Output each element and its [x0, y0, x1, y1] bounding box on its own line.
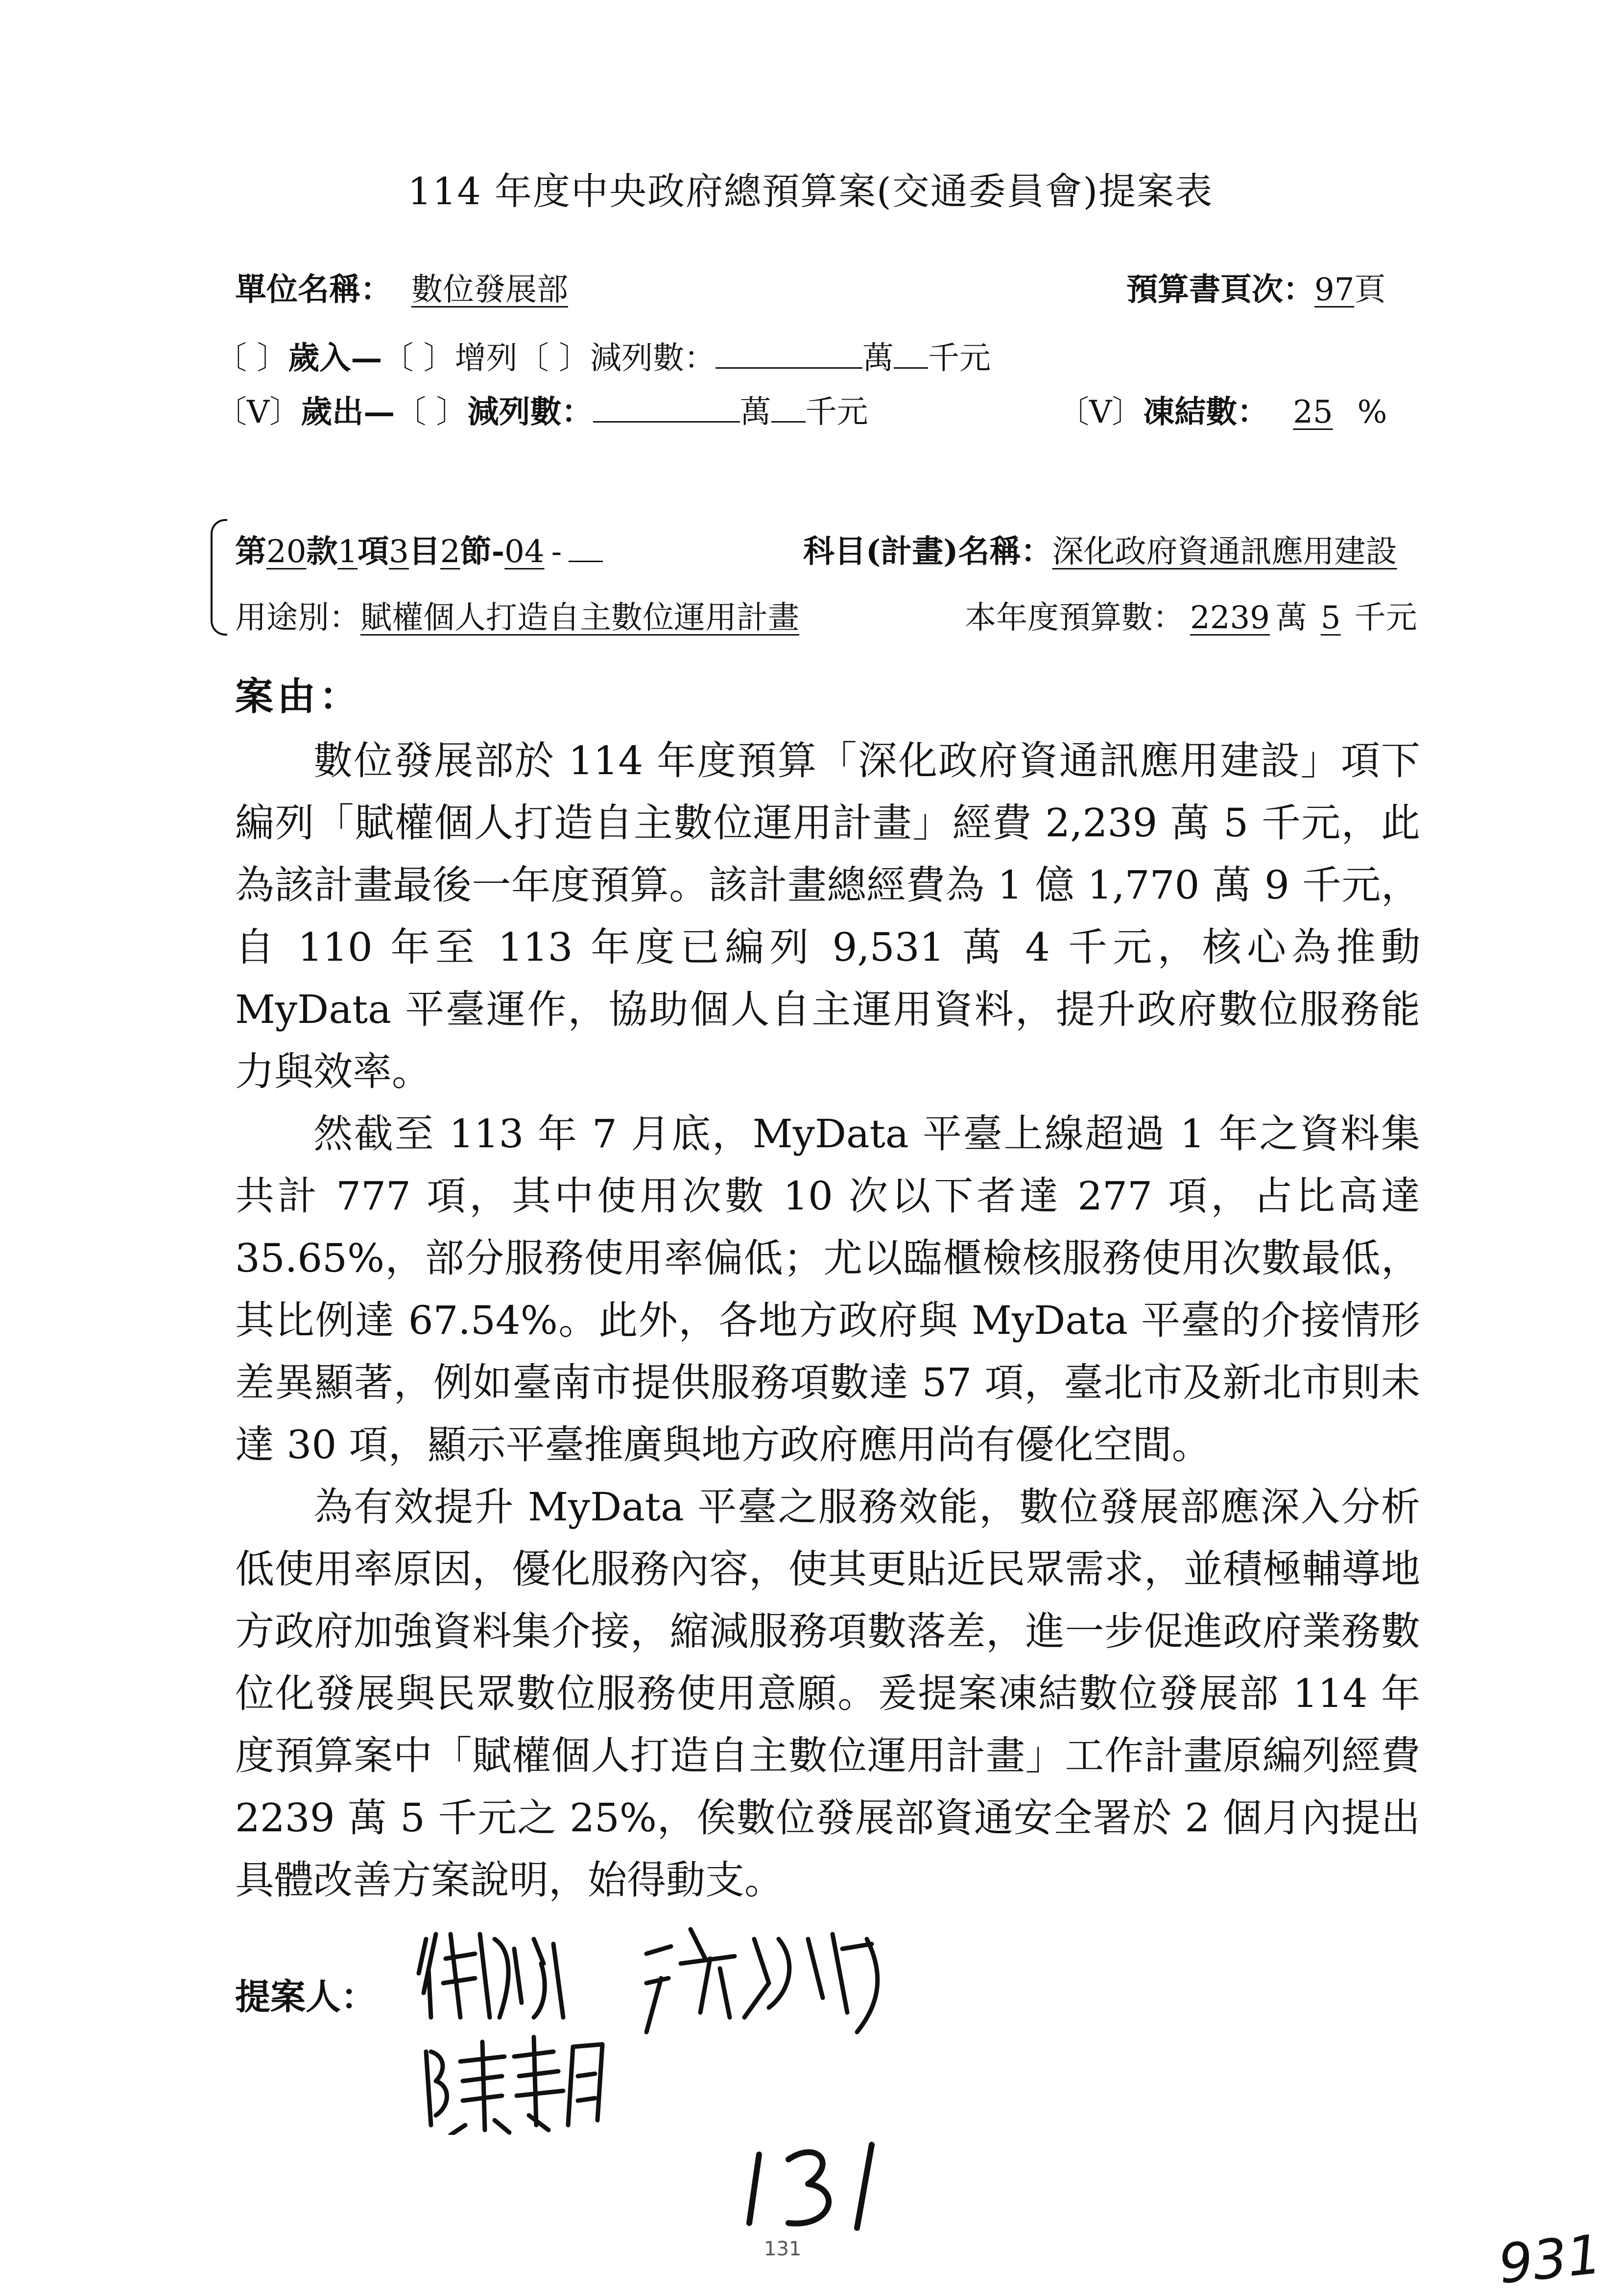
- budget-row: [965, 592, 1417, 638]
- expense-label: 歲出—: [301, 394, 395, 430]
- revenue-wan: 萬: [862, 340, 894, 377]
- handwritten-number-graphic: [744, 2135, 901, 2233]
- revenue-checkbox: 〔 〕: [215, 340, 288, 377]
- reason-paragraph: 為有效提升 MyData 平臺之服務效能，數位發展部應深入分析低使用率原因，優化服務內容，使其更貼近民眾需求，並積極輔導地方政府加強資料集介接，縮減服務項數落差，進一步促進政府業務數位化發展與民眾數位服務使用意願。爰提案凍結數位發展部 114 年度預算案中「賦權個人打造自主數位運用計畫」工作計畫原編列經費 2239 萬 5 千元之 25%，俟數位發展部資通安全署於 2 個月內提出具體改善方案說明，始得動支。: [235, 1484, 1420, 1903]
- unit-label: 單位名稱：: [235, 271, 392, 308]
- revenue-increase: 〔 〕增列: [382, 340, 518, 377]
- expense-checkbox: 〔V〕: [215, 394, 301, 430]
- code-sep: -: [551, 534, 562, 570]
- freeze-label: 凍結數：: [1143, 394, 1269, 430]
- page-number: 931: [1495, 2223, 1605, 2296]
- freeze-checkbox: 〔V〕: [1058, 394, 1144, 430]
- document-title: 114 年度中央政府總預算案(交通委員會)提案表: [407, 169, 1214, 213]
- jie-value: 2: [440, 534, 460, 570]
- expense-wan-blank: [593, 393, 740, 423]
- revenue-qian: 千元: [928, 340, 991, 377]
- code-blank: [569, 532, 603, 562]
- expense-wan: 萬: [739, 394, 771, 430]
- kuan-unit: 款: [306, 533, 338, 570]
- reason-paragraph: 然截至 113 年 7 月底，MyData 平臺上線超過 1 年之資料集共計 777 項，其中使用次數 10 次以下者達 277 項，占比高達 35.65%，部分服務使用率偏低；尤以臨櫃檢核服務使用次數最低，其比例達 67.54%。此外，各地方政府與 MyData 平臺的介接情形差異顯著，例如臺南市提供服務項數達 57 項，臺北市及新北市則未達 30 項，顯示平臺推廣與地方政府應用尚有優化空間。: [235, 1111, 1420, 1468]
- proposer-label: 提案人：: [235, 1976, 377, 2017]
- budget-wan-unit: 萬: [1275, 600, 1307, 636]
- revenue-qian-blank: [894, 339, 928, 369]
- budget-wan-value: 2239: [1190, 600, 1270, 636]
- kuan-label: 第: [235, 533, 266, 570]
- page-suffix: 頁: [1354, 272, 1386, 308]
- revenue-wan-blank: [715, 339, 862, 369]
- subject-label: 科目(計畫)名稱：: [803, 533, 1052, 570]
- usage-value: 賦權個人打造自主數位運用計畫: [360, 600, 799, 636]
- budget-label: 本年度預算數：: [965, 600, 1184, 636]
- jie-unit: 節-: [460, 533, 505, 570]
- unit-row: [235, 264, 588, 309]
- freeze-value: 25: [1293, 394, 1333, 430]
- freeze-suffix: %: [1357, 394, 1387, 430]
- xiang-unit: 項: [358, 533, 389, 570]
- expense-decrease: 減列數：: [467, 394, 593, 430]
- revenue-line: [215, 333, 991, 378]
- page-label: 預算書頁次：: [1126, 271, 1314, 308]
- usage-row: [235, 592, 799, 638]
- expense-line: [215, 387, 868, 432]
- code-value: 04: [504, 534, 545, 570]
- proposer-signatures: [416, 1919, 1053, 2135]
- expense-qian: 千元: [805, 394, 868, 430]
- signature-2: [646, 1929, 878, 2032]
- page-value: 97: [1314, 272, 1355, 308]
- unit-value: 數位發展部: [411, 272, 568, 308]
- revenue-decrease: 〔 〕減列數：: [517, 340, 716, 377]
- subject-row: [803, 526, 1397, 571]
- reason-body: [235, 730, 1420, 1911]
- reason-paragraph: 數位發展部於 114 年度預算「深化政府資通訊應用建設」項下編列「賦權個人打造自主數位運用計畫」經費 2,239 萬 5 千元，此為該計畫最後一年度預算。該計畫總經費為 1 億 1,770 萬 9 千元，自 110 年至 113 年度已編列 9,531 萬 4 千元，核心為推動 MyData 平臺運作，協助個人自主運用資料，提升政府數位服務能力與效率。: [235, 738, 1420, 1094]
- xiang-value: 1: [337, 534, 358, 570]
- budget-qian-value: 5: [1320, 600, 1341, 636]
- item-bracket: [211, 519, 227, 636]
- budget-page-ref: [1126, 264, 1385, 309]
- budget-qian-unit: 千元: [1354, 600, 1417, 636]
- reason-heading: 案由：: [235, 674, 362, 719]
- expense-qian-blank: [771, 393, 806, 423]
- signature-1: [419, 1934, 563, 2017]
- mu-value: 3: [389, 534, 409, 570]
- freeze-section: [1058, 387, 1387, 432]
- subject-value: 深化政府資通訊應用建設: [1052, 534, 1397, 570]
- item-row: [235, 526, 603, 571]
- revenue-label: 歲入—: [288, 340, 382, 377]
- mu-unit: 目: [408, 533, 440, 570]
- expense-decrease-box: 〔 〕: [395, 394, 468, 430]
- usage-label: 用途別：: [235, 600, 360, 636]
- signature-3: [426, 2037, 602, 2135]
- handwritten-number-text: 131: [764, 2238, 802, 2260]
- kuan-value: 20: [266, 534, 307, 570]
